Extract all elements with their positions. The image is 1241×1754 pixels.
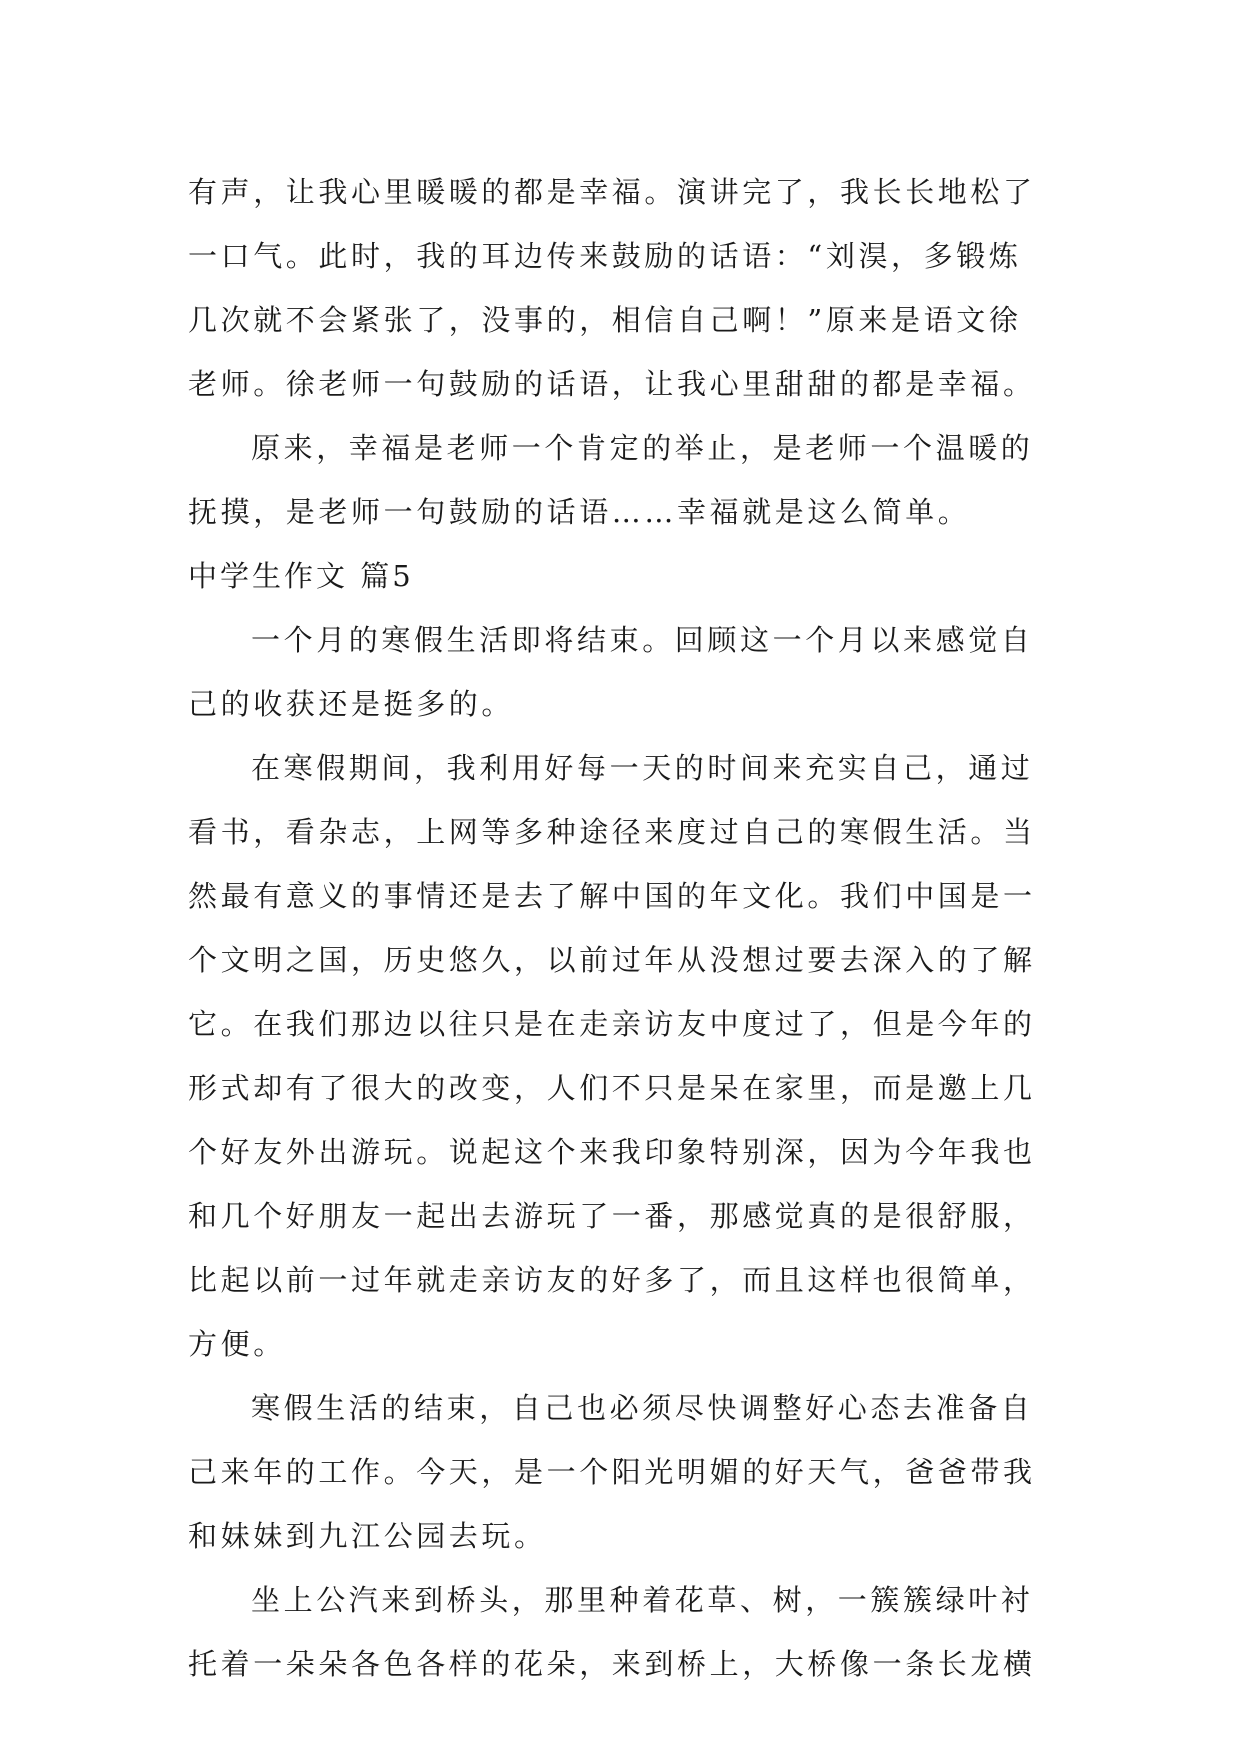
text-line: 坐上公汽来到桥头，那里种着花草、树，一簇簇绿叶衬 <box>251 1583 1034 1617</box>
text-line: 在寒假期间，我利用好每一天的时间来充实自己，通过 <box>251 751 1034 785</box>
text-line: 一个月的寒假生活即将结束。回顾这一个月以来感觉自 <box>251 623 1034 657</box>
text-line: 看书，看杂志，上网等多种途径来度过自己的寒假生活。当 <box>188 815 1036 849</box>
text-line: 它。在我们那边以往只是在走亲访友中度过了，但是今年的 <box>188 1007 1036 1041</box>
text-line: 有声，让我心里暖暖的都是幸福。演讲完了，我长长地松了 <box>188 175 1036 209</box>
essay-text <box>188 160 1068 1696</box>
text-line: 然最有意义的事情还是去了解中国的年文化。我们中国是一 <box>188 879 1036 913</box>
text-line: 寒假生活的结束，自己也必须尽快调整好心态去准备自 <box>251 1391 1034 1425</box>
section-heading: 中学生作文 篇5 <box>188 559 414 593</box>
text-line: 老师。徐老师一句鼓励的话语，让我心里甜甜的都是幸福。 <box>188 367 1036 401</box>
text-line: 个好友外出游玩。说起这个来我印象特别深，因为今年我也 <box>188 1135 1036 1169</box>
text-line: 比起以前一过年就走亲访友的好多了，而且这样也很简单， <box>188 1263 1036 1297</box>
text-line: 抚摸，是老师一句鼓励的话语……幸福就是这么简单。 <box>188 495 971 529</box>
text-line: 托着一朵朵各色各样的花朵，来到桥上，大桥像一条长龙横 <box>188 1647 1036 1681</box>
text-line: 一口气。此时，我的耳边传来鼓励的话语：“刘淏，多锻炼 <box>188 239 1022 273</box>
text-line: 方便。 <box>188 1327 286 1361</box>
text-line: 和几个好朋友一起出去游玩了一番，那感觉真的是很舒服， <box>188 1199 1036 1233</box>
text-line: 己的收获还是挺多的。 <box>188 687 515 721</box>
text-line: 个文明之国，历史悠久，以前过年从没想过要去深入的了解 <box>188 943 1036 977</box>
text-line: 几次就不会紧张了，没事的，相信自己啊！”原来是语文徐 <box>188 303 1022 337</box>
text-line: 形式却有了很大的改变，人们不只是呆在家里，而是邀上几 <box>188 1071 1036 1105</box>
text-line: 原来，幸福是老师一个肯定的举止，是老师一个温暖的 <box>251 431 1034 465</box>
text-line: 己来年的工作。今天，是一个阳光明媚的好天气，爸爸带我 <box>188 1455 1036 1489</box>
text-line: 和妹妹到九江公园去玩。 <box>188 1519 547 1553</box>
